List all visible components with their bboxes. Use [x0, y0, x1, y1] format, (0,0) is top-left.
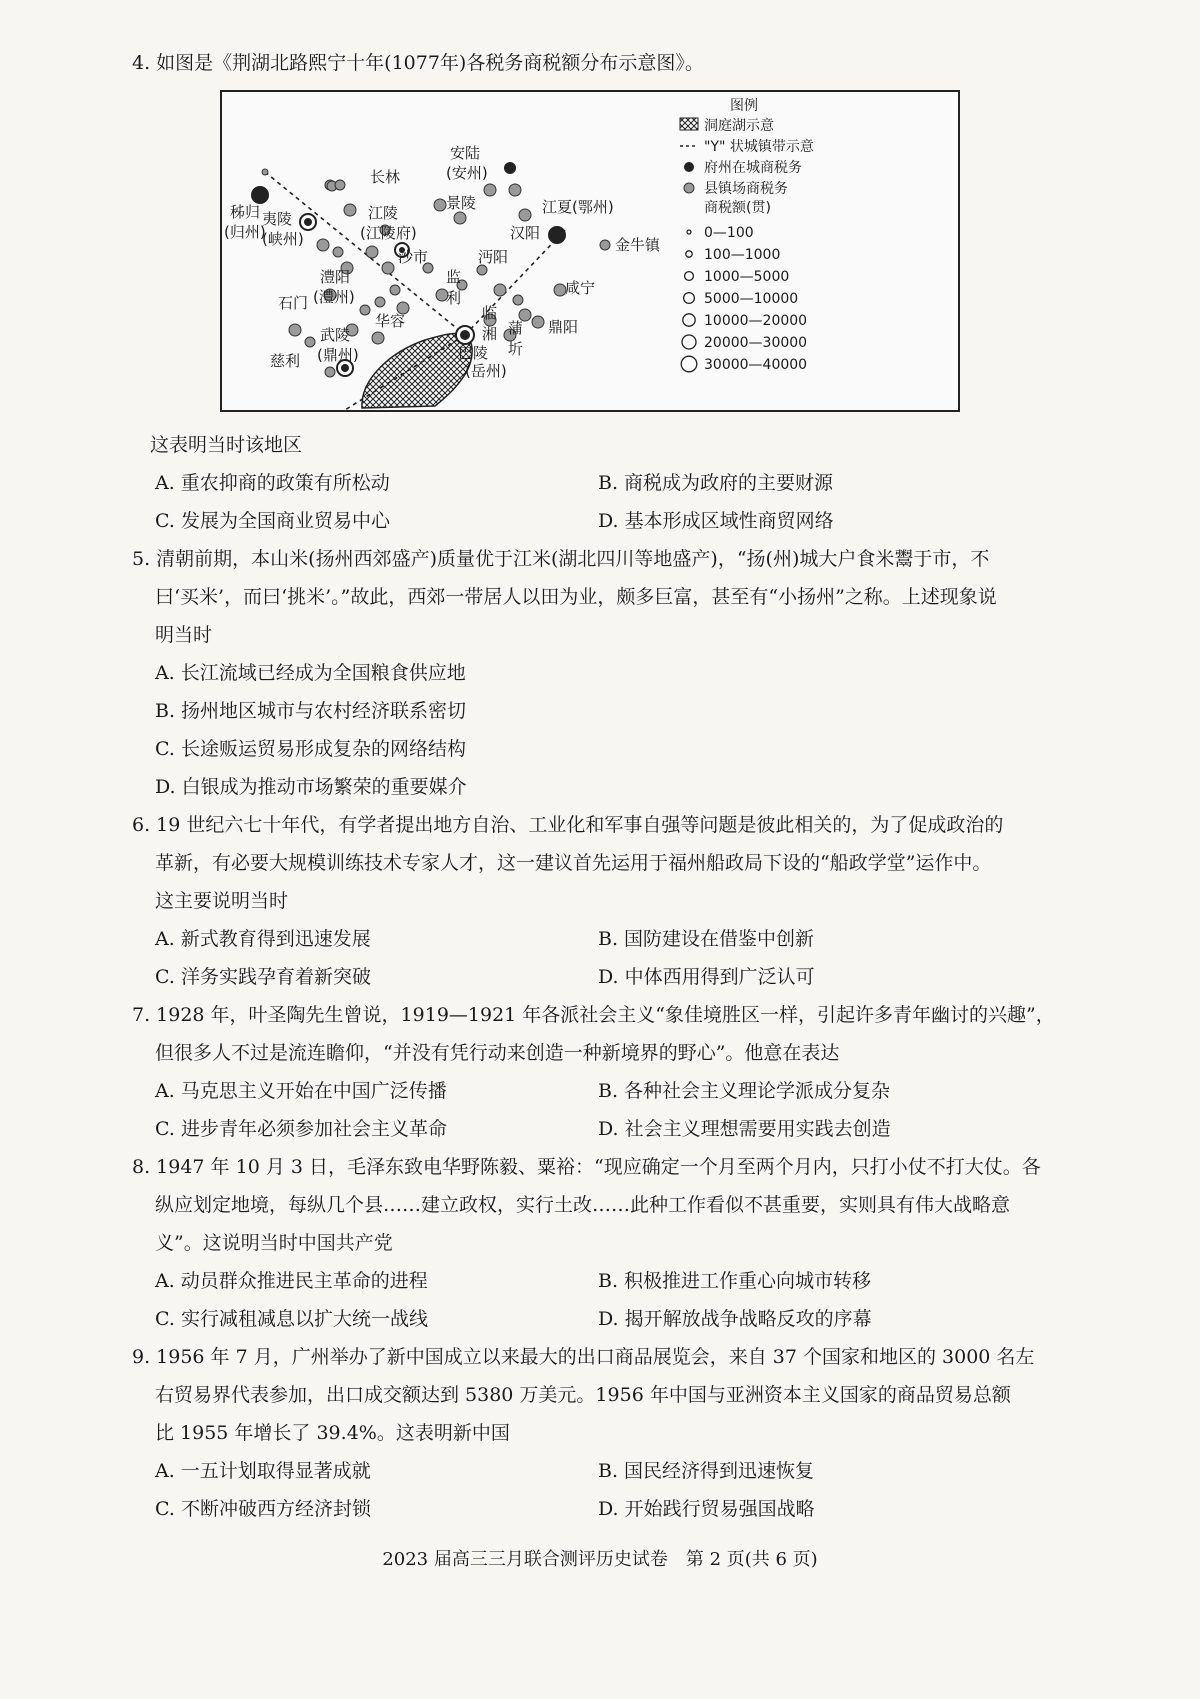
label-lizhou: (澧州) — [313, 288, 355, 306]
q8-option-c: C. 实行减租减息以扩大统一战线 — [155, 1308, 428, 1330]
label-fuyang: 鼎阳 — [548, 318, 579, 336]
q4-after-map: 这表明当时该地区 — [150, 434, 303, 456]
label-guizhou: (归州) — [224, 223, 266, 241]
q5-option-c: C. 长途贩运贸易形成复杂的网络结构 — [155, 738, 466, 760]
legend-lake: 洞庭湖示意 — [704, 118, 774, 134]
legend-range-1: 0—100 — [704, 225, 754, 241]
q4-stem: 4. 如图是《荆湖北路熙宁十年(1077年)各税务商税额分布示意图》。 — [132, 52, 704, 74]
q4-option-c: C. 发展为全国商业贸易中心 — [155, 510, 390, 532]
q9-option-a: A. 一五计划取得显著成就 — [155, 1460, 371, 1482]
q6-option-b: B. 国防建设在借鉴中创新 — [598, 928, 815, 950]
q9-stem-2: 右贸易界代表参加，出口成交额达到 5380 万美元。1956 年中国与亚洲资本主义国家的商品贸易总额 — [155, 1384, 1011, 1406]
q8-option-a: A. 动员群众推进民主革命的进程 — [155, 1270, 428, 1292]
legend-range-2: 100—1000 — [704, 247, 781, 263]
q8-option-d: D. 揭开解放战争战略反攻的序幕 — [598, 1308, 872, 1330]
q7-option-d: D. 社会主义理想需要用实践去创造 — [598, 1118, 891, 1140]
label-jianli-1: 监 — [446, 268, 462, 286]
label-shashi: 沙市 — [398, 248, 429, 266]
legend-prefecture: 府州在城商税务 — [704, 160, 802, 176]
legend-range-5: 10000—20000 — [704, 313, 808, 329]
q9-stem-3: 比 1955 年增长了 39.4%。这表明新中国 — [155, 1422, 510, 1444]
label-linxiang-1: 临 — [482, 304, 498, 322]
label-jianli-2: 利 — [446, 289, 462, 307]
q5-option-a: A. 长江流域已经成为全国粮食供应地 — [155, 662, 466, 684]
q8-stem-1: 8. 1947 年 10 月 3 日，毛泽东致电华野陈毅、粟裕：“现应确定一个月至两个月内，只打小仗不打大仗。各 — [132, 1156, 1041, 1178]
label-dingzhou: (鼎州) — [317, 346, 359, 364]
label-wuling: 武陵 — [320, 326, 351, 344]
legend-range-6: 20000—30000 — [704, 335, 808, 351]
q5-stem-2: 曰‘买米’，而曰‘挑米’。”故此，西郊一带居人以田为业，颇多巨富，甚至有“小扬州”之称。上述现象说 — [155, 586, 997, 608]
label-yiling: 夷陵 — [262, 210, 293, 228]
q7-option-a: A. 马克思主义开始在中国广泛传播 — [155, 1080, 447, 1102]
q6-stem-2: 革新，有必要大规模训练技术专家人才，这一建议首先运用于福州船政局下设的“船政学堂”运作中。 — [155, 852, 992, 874]
q6-option-d: D. 中体西用得到广泛认可 — [598, 966, 815, 988]
q8-option-b: B. 积极推进工作重心向城市转移 — [598, 1270, 872, 1292]
label-baling: 巴陵 — [458, 344, 489, 362]
q6-stem-1: 6. 19 世纪六七十年代，有学者提出地方自治、工业化和军事自强等问题是彼此相关的，为了促成政治的 — [132, 814, 1004, 836]
q7-stem-2: 但很多人不过是流连瞻仰，“并没有凭行动来创造一种新境界的野心”。他意在表达 — [155, 1042, 840, 1064]
q9-option-d: D. 开始践行贸易强国战略 — [598, 1498, 815, 1520]
tax-distribution-map — [220, 90, 960, 412]
q9-option-c: C. 不断冲破西方经济封锁 — [155, 1498, 371, 1520]
label-linxiang-2: 湘 — [482, 325, 498, 343]
q9-stem-1: 9. 1956 年 7 月，广州举办了新中国成立以来最大的出口商品展览会，来自 37 个国家和地区的 3000 名左 — [132, 1346, 1035, 1368]
label-huarong: 华容 — [375, 312, 406, 330]
label-yuezhou: (岳州) — [465, 362, 507, 380]
label-jianglingfu: (江陵府) — [360, 224, 417, 242]
q8-stem-3: 义”。这说明当时中国共产党 — [155, 1232, 393, 1254]
q4-option-d: D. 基本形成区域性商贸网络 — [598, 510, 834, 532]
q5-stem-1: 5. 清朝前期，本山米(扬州西郊盛产)质量优于江米(湖北四川等地盛产)，“扬(州)城大户食米鬻于市，不 — [132, 548, 990, 570]
legend-ycity: "Y" 状城镇带示意 — [704, 139, 814, 155]
label-cili: 慈利 — [270, 352, 301, 370]
legend-title: 图例 — [730, 98, 758, 114]
label-zigui: 秭归 — [230, 203, 261, 221]
q8-stem-2: 纵应划定地境，每纵几个县……建立政权，实行土改……此种工作看似不甚重要，实则具有伟大战略意 — [155, 1194, 1011, 1216]
page-footer: 2023 届高三三月联合测评历史试卷 第 2 页(共 6 页) — [382, 1549, 818, 1570]
q5-option-d: D. 白银成为推动市场繁荣的重要媒介 — [155, 776, 467, 798]
label-jingling: 景陵 — [446, 194, 477, 212]
label-shimen: 石门 — [278, 294, 309, 312]
q5-stem-3: 明当时 — [155, 624, 213, 646]
label-jinniu: 金牛镇 — [615, 236, 661, 254]
label-hanyang: 汉阳 — [510, 224, 541, 242]
label-anzhou: (安州) — [446, 164, 488, 182]
q7-stem-1: 7. 1928 年，叶圣陶先生曾说，1919—1921 年各派社会主义“象佳境胜区一样，引起许多青年幽讨的兴趣”， — [132, 1004, 1055, 1026]
label-xianning: 咸宁 — [565, 279, 596, 297]
q9-option-b: B. 国民经济得到迅速恢复 — [598, 1460, 815, 1482]
legend-range-7: 30000—40000 — [704, 357, 808, 373]
q7-option-c: C. 进步青年必须参加社会主义革命 — [155, 1118, 447, 1140]
label-xiazhou: (峡州) — [262, 230, 304, 248]
legend-county2: 商税额(贯) — [704, 200, 771, 216]
label-puqi-1: 蒲 — [508, 319, 524, 337]
label-jiangxia: 江夏(鄂州) — [542, 198, 614, 216]
label-liyang: 澧阳 — [320, 268, 351, 286]
label-jiangling: 江陵 — [368, 204, 399, 222]
q5-option-b: B. 扬州地区城市与农村经济联系密切 — [155, 700, 467, 722]
q4-option-b: B. 商税成为政府的主要财源 — [598, 472, 834, 494]
label-anlu: 安陆 — [450, 144, 481, 162]
q7-option-b: B. 各种社会主义理论学派成分复杂 — [598, 1080, 891, 1102]
legend-range-4: 5000—10000 — [704, 291, 799, 307]
q4-option-a: A. 重农抑商的政策有所松动 — [155, 472, 390, 494]
q6-option-c: C. 洋务实践孕育着新突破 — [155, 966, 371, 988]
label-puqi-2: 圻 — [508, 340, 524, 358]
label-changlin: 长林 — [370, 168, 401, 186]
legend-range-3: 1000—5000 — [704, 269, 790, 285]
label-mianyang: 沔阳 — [478, 248, 509, 266]
q6-option-a: A. 新式教育得到迅速发展 — [155, 928, 371, 950]
q6-stem-3: 这主要说明当时 — [155, 890, 289, 912]
legend-county: 县镇场商税务 — [704, 181, 788, 197]
